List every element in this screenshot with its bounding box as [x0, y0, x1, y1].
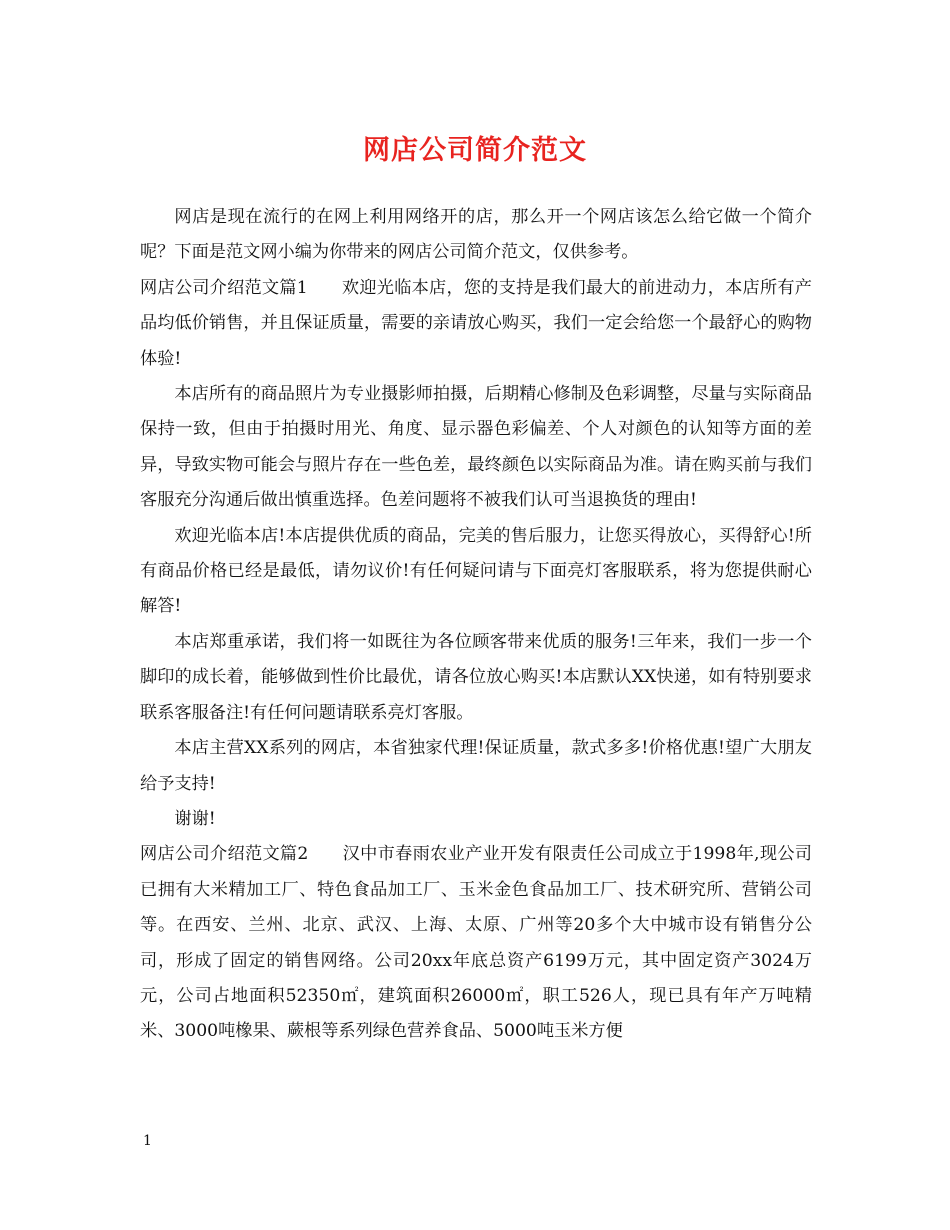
body-paragraph-agency: 本店主营XX系列的网店，本省独家代理!保证质量，款式多多!价格优惠!望广大朋友给予支持!: [140, 738, 812, 794]
section-2-heading: 网店公司介绍范文篇2: [140, 844, 309, 865]
intro-paragraph: 网店是现在流行的在网上利用网络开的店，那么开一个网店该怎么给它做一个简介呢？下面是范文网小编为你带来的网店公司简介范文，仅供参考。: [140, 207, 812, 263]
body-paragraph-photos: 本店所有的商品照片为专业摄影师拍摄，后期精心修制及色彩调整，尽量与实际商品保持一致，但由于拍摄时用光、角度、显示器色彩偏差、个人对颜色的认知等方面的差异，导致实物可能会与照片存在一些色差，最终颜色以实际商品为准。请在购买前与我们客服充分沟通后做出慎重选择。色差问题将不被我们认可当退换货的理由!: [140, 384, 812, 511]
section-2-paragraph: [140, 837, 812, 1049]
page-number: 1: [143, 1133, 152, 1149]
body-paragraph-thanks: 谢谢!: [174, 808, 216, 829]
document-body: [140, 200, 812, 1050]
section-1-paragraph: [140, 271, 812, 377]
body-paragraph-promise: 本店郑重承诺，我们将一如既往为各位顾客带来优质的服务!三年来，我们一步一个脚印的成长着，能够做到性价比最优，请各位放心购买!本店默认XX快递，如有特别要求联系客服备注!有任何问题请联系亮灯客服。: [140, 631, 812, 723]
section-1-text: 欢迎光临本店，您的支持是我们最大的前进动力，本店所有产品均低价销售，并且保证质量，需要的亲请放心购买，我们一定会给您一个最舒心的购物体验!: [140, 277, 812, 369]
section-1-heading: 网店公司介绍范文篇1: [140, 277, 308, 298]
document-title: 网店公司简介范文: [363, 135, 587, 166]
section-2-text: 汉中市春雨农业产业开发有限责任公司成立于1998年,现公司已拥有大米精加工厂、特色食品加工厂、玉米金色食品加工厂、技术研究所、营销公司等。在西安、兰州、北京、武汉、上海、太原、广州等20多个大中城市设有销售分公司，形成了固定的销售网络。公司20xx年底总资产6199万元，其中固定资产3024万元，公司占地面积52350㎡，建筑面积26000㎡，职工526人，现已具有年产万吨精米、3000吨橡果、蕨根等系列绿色营养食品、5000吨玉米方便: [140, 844, 812, 1042]
body-paragraph-welcome: 欢迎光临本店!本店提供优质的商品，完美的售后服力，让您买得放心，买得舒心!所有商品价格已经是最低，请勿议价!有任何疑问请与下面亮灯客服联系，将为您提供耐心解答!: [140, 525, 812, 617]
